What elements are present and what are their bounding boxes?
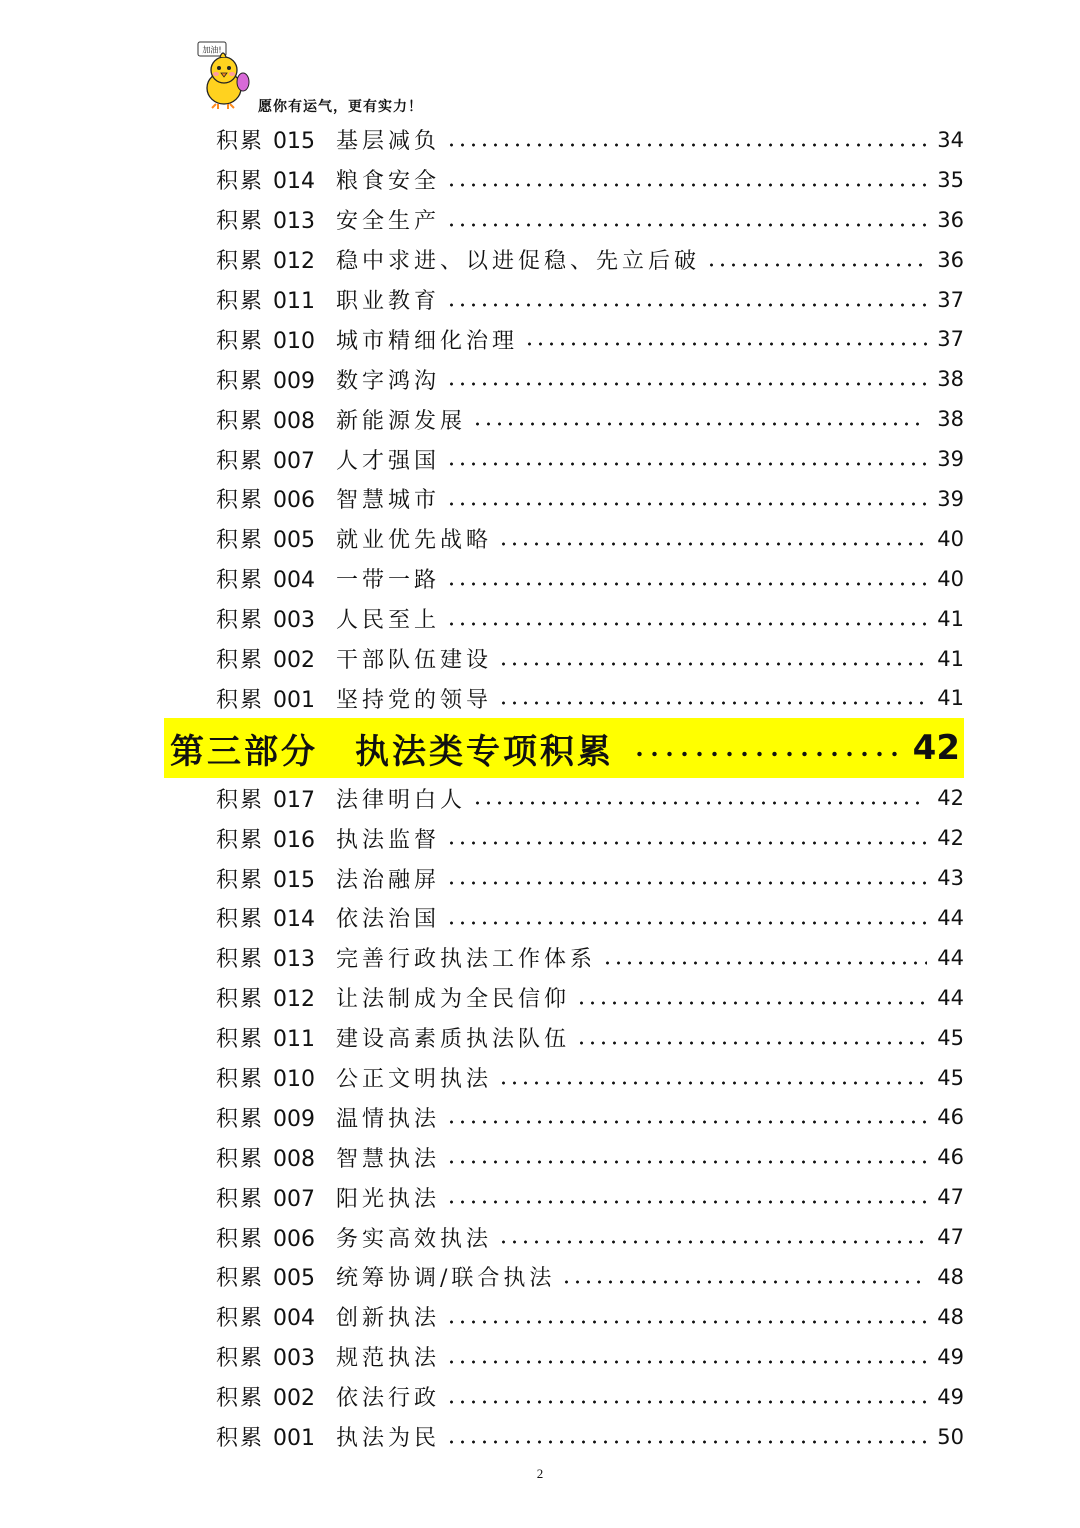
entry-page-number: 37 (937, 327, 964, 352)
entry-label (216, 1062, 336, 1093)
entry-page-number: 43 (937, 866, 964, 891)
dot-leader (446, 1160, 927, 1164)
entry-page-number: 40 (937, 566, 964, 591)
entry-prefix: 积累 (216, 448, 265, 474)
toc-entry[interactable] (0, 240, 1080, 280)
entry-title: 规范执法 (336, 1346, 441, 1372)
entry-title: 数字鸿沟 (336, 368, 441, 394)
entry-page-number: 39 (937, 447, 964, 472)
dot-leader (472, 801, 927, 805)
entry-title: 创新执法 (336, 1306, 441, 1332)
table-of-contents (0, 120, 1080, 1457)
entry-title: 粮食安全 (336, 169, 441, 195)
entry-label (216, 1182, 336, 1213)
entry-title: 公正文明执法 (336, 1067, 493, 1093)
entry-title: 职业教育 (336, 289, 441, 314)
dot-leader (446, 582, 927, 586)
entry-page-number: 34 (937, 127, 964, 152)
toc-entry[interactable] (0, 120, 1080, 160)
toc-entry[interactable] (0, 559, 1080, 599)
entry-title: 人民至上 (336, 608, 441, 634)
entry-prefix: 积累 (216, 867, 265, 893)
entry-number: 012 (273, 249, 316, 275)
entry-page-number: 36 (937, 247, 964, 272)
entry-label (216, 523, 336, 554)
toc-entry[interactable] (0, 1417, 1080, 1457)
dot-leader (706, 263, 927, 267)
entry-page-number: 40 (937, 526, 964, 551)
entry-number: 012 (273, 987, 316, 1013)
dot-leader (472, 422, 927, 426)
entry-label (216, 783, 336, 814)
entry-label (216, 404, 336, 435)
entry-title: 让法制成为全民信仰 (336, 987, 571, 1013)
entry-prefix: 积累 (216, 987, 265, 1013)
entry-number: 014 (273, 907, 316, 933)
entry-number: 015 (273, 867, 316, 893)
entry-page-number: 41 (937, 686, 964, 711)
entry-prefix: 积累 (216, 687, 265, 713)
entry-number: 010 (273, 328, 316, 354)
entry-label (216, 204, 336, 235)
entry-label (216, 164, 336, 195)
toc-entry[interactable] (0, 1297, 1080, 1337)
entry-title: 执法监督 (336, 827, 441, 853)
toc-entry[interactable] (0, 1177, 1080, 1217)
entry-title: 城市精细化治理 (336, 328, 519, 354)
entry-number: 015 (273, 129, 316, 155)
entry-label (216, 863, 336, 894)
entry-title: 法治融屏 (336, 867, 441, 893)
toc-entry[interactable] (0, 898, 1080, 938)
dot-leader (446, 1120, 927, 1124)
entry-label (216, 364, 336, 395)
entry-title: 完善行政执法工作体系 (336, 947, 597, 973)
entry-page-number: 38 (937, 367, 964, 392)
toc-entry[interactable] (0, 678, 1080, 718)
toc-entry[interactable] (0, 479, 1080, 519)
entry-number: 004 (273, 1306, 316, 1332)
entry-page-number: 44 (937, 945, 964, 970)
entry-title: 基层减负 (336, 129, 441, 155)
dot-leader (446, 502, 927, 506)
toc-entry[interactable] (0, 978, 1080, 1018)
entry-prefix: 积累 (216, 488, 265, 514)
entry-number: 011 (273, 1027, 316, 1053)
dot-leader (446, 223, 927, 227)
entry-title: 智慧执法 (336, 1146, 441, 1172)
toc-entry[interactable] (0, 639, 1080, 679)
entry-label (216, 1421, 336, 1452)
entry-title: 安全生产 (336, 209, 441, 235)
entry-title: 阳光执法 (336, 1186, 441, 1212)
entry-page-number: 46 (937, 1105, 964, 1130)
entry-page-number: 49 (937, 1384, 964, 1409)
entry-label (216, 1261, 336, 1292)
entry-label (216, 244, 336, 275)
entry-title: 干部队伍建设 (336, 648, 493, 674)
toc-entry[interactable] (0, 399, 1080, 439)
entry-number: 016 (273, 827, 316, 853)
entry-label (216, 942, 336, 973)
entry-label (216, 823, 336, 854)
entry-title: 法律明白人 (336, 787, 467, 813)
entry-label (216, 982, 336, 1013)
section-page-number: 42 (912, 728, 960, 769)
entry-title: 稳中求进、以进促稳、先立后破 (336, 249, 701, 275)
toc-entry[interactable] (0, 1137, 1080, 1177)
dot-leader (632, 751, 899, 757)
entry-number: 010 (273, 1067, 316, 1093)
entry-title: 务实高效执法 (336, 1226, 493, 1252)
toc-entry[interactable] (0, 359, 1080, 399)
toc-entry[interactable] (0, 599, 1080, 639)
dot-leader (446, 1400, 927, 1404)
entry-prefix: 积累 (216, 1226, 265, 1252)
entry-number: 004 (273, 568, 316, 594)
dot-leader (446, 1200, 927, 1204)
dot-leader (446, 382, 927, 386)
entry-page-number: 36 (937, 207, 964, 232)
dot-leader (446, 143, 927, 147)
dot-leader (446, 1320, 927, 1324)
toc-entry[interactable] (0, 1097, 1080, 1137)
entry-page-number: 48 (937, 1264, 964, 1289)
entry-title: 人才强国 (336, 448, 441, 474)
entry-title: 温情执法 (336, 1106, 441, 1132)
dot-leader (446, 921, 927, 925)
toc-entry[interactable] (0, 818, 1080, 858)
toc-entry[interactable] (0, 858, 1080, 898)
entry-page-number: 44 (937, 985, 964, 1010)
entry-prefix: 积累 (216, 209, 265, 235)
entry-page-number: 42 (937, 786, 964, 811)
entry-label (216, 1341, 336, 1372)
entry-number: 009 (273, 368, 316, 394)
entry-label (216, 643, 336, 674)
entry-page-number: 47 (937, 1185, 964, 1210)
entry-number: 007 (273, 448, 316, 474)
entry-number: 007 (273, 1186, 316, 1212)
entry-page-number: 37 (937, 287, 964, 312)
dot-leader (498, 542, 927, 546)
entry-prefix: 积累 (216, 328, 265, 354)
entry-prefix: 积累 (216, 1306, 265, 1332)
entry-prefix: 积累 (216, 1386, 265, 1412)
entry-page-number: 39 (937, 486, 964, 511)
entry-label (216, 324, 336, 355)
entry-number: 001 (273, 687, 316, 713)
entry-prefix: 积累 (216, 1067, 265, 1093)
dot-leader (446, 1440, 927, 1444)
entry-label (216, 483, 336, 514)
entry-prefix: 积累 (216, 608, 265, 634)
entry-number: 001 (273, 1426, 316, 1452)
entry-prefix: 积累 (216, 568, 265, 594)
entry-page-number: 41 (937, 606, 964, 631)
toc-entry[interactable] (0, 1018, 1080, 1058)
entry-page-number: 49 (937, 1344, 964, 1369)
toc-entry[interactable] (0, 160, 1080, 200)
entry-title: 依法行政 (336, 1386, 441, 1412)
entry-prefix: 积累 (216, 408, 265, 434)
section-title: 第三部分 执法类专项积累 (170, 731, 614, 772)
entry-number: 003 (273, 608, 316, 634)
dot-leader (498, 701, 927, 705)
dot-leader (446, 183, 927, 187)
entry-page-number: 41 (937, 646, 964, 671)
dot-leader (498, 662, 927, 666)
mascot-caption: 加油! (202, 45, 222, 55)
entry-number: 003 (273, 1346, 316, 1372)
entry-number: 006 (273, 488, 316, 514)
entry-prefix: 积累 (216, 249, 265, 275)
entry-page-number: 50 (937, 1424, 964, 1449)
toc-list-before (0, 120, 1080, 718)
entry-number: 008 (273, 1146, 316, 1172)
entry-number: 002 (273, 1386, 316, 1412)
toc-entry[interactable] (0, 519, 1080, 559)
entry-prefix: 积累 (216, 528, 265, 554)
entry-label (216, 1301, 336, 1332)
entry-prefix: 积累 (216, 1027, 265, 1053)
toc-entry[interactable] (0, 439, 1080, 479)
entry-title: 一带一路 (336, 568, 441, 594)
entry-prefix: 积累 (216, 289, 265, 314)
entry-title: 新能源发展 (336, 408, 467, 434)
entry-prefix: 积累 (216, 1106, 265, 1132)
entry-title: 统筹协调/联合执法 (336, 1266, 556, 1292)
toc-entry[interactable] (0, 280, 1080, 320)
dot-leader (446, 881, 927, 885)
entry-number: 011 (273, 289, 316, 314)
entry-prefix: 积累 (216, 947, 265, 973)
dot-leader (446, 841, 927, 845)
dot-leader (498, 1240, 927, 1244)
entry-label (216, 284, 336, 315)
entry-prefix: 积累 (216, 1346, 265, 1372)
entry-label (216, 683, 336, 714)
entry-page-number: 35 (937, 167, 964, 192)
dot-leader (446, 1360, 927, 1364)
entry-page-number: 42 (937, 826, 964, 851)
dot-leader (602, 961, 927, 965)
entry-number: 014 (273, 169, 316, 195)
entry-number: 002 (273, 648, 316, 674)
entry-prefix: 积累 (216, 787, 265, 813)
entry-title: 执法为民 (336, 1426, 441, 1452)
toc-entry[interactable] (0, 778, 1080, 818)
dot-leader (446, 303, 927, 307)
entry-number: 017 (273, 787, 316, 813)
dot-leader (561, 1280, 927, 1284)
toc-entry[interactable] (0, 1377, 1080, 1417)
entry-prefix: 积累 (216, 907, 265, 933)
entry-label (216, 563, 336, 594)
entry-page-number: 44 (937, 905, 964, 930)
toc-entry[interactable] (0, 1257, 1080, 1297)
dot-leader (446, 622, 927, 626)
entry-page-number: 45 (937, 1025, 964, 1050)
section-heading[interactable] (164, 718, 964, 778)
entry-label (216, 902, 336, 933)
footer-page-number: 2 (536, 1466, 544, 1481)
entry-label (216, 1022, 336, 1053)
toc-entry[interactable] (0, 938, 1080, 978)
entry-page-number: 45 (937, 1065, 964, 1090)
entry-prefix: 积累 (216, 1426, 265, 1452)
entry-title: 就业优先战略 (336, 528, 493, 554)
entry-page-number: 38 (937, 407, 964, 432)
entry-prefix: 积累 (216, 827, 265, 853)
dot-leader (576, 1001, 927, 1005)
chick-mascot-icon (196, 38, 266, 110)
entry-prefix: 积累 (216, 1186, 265, 1212)
entry-number: 006 (273, 1226, 316, 1252)
dot-leader (446, 462, 927, 466)
entry-prefix: 积累 (216, 1146, 265, 1172)
entry-prefix: 积累 (216, 368, 265, 394)
entry-page-number: 46 (937, 1145, 964, 1170)
entry-prefix: 积累 (216, 1266, 265, 1292)
entry-page-number: 48 (937, 1304, 964, 1329)
entry-title: 智慧城市 (336, 488, 441, 514)
dot-leader (498, 1081, 927, 1085)
entry-prefix: 积累 (216, 648, 265, 674)
toc-entry[interactable] (0, 1217, 1080, 1257)
entry-label (216, 1222, 336, 1253)
header-motto: 愿你有运气，更有实力！ (258, 99, 423, 115)
toc-list-after (0, 778, 1080, 1456)
entry-title: 坚持党的领导 (336, 687, 493, 713)
entry-prefix: 积累 (216, 169, 265, 195)
entry-title: 依法治国 (336, 907, 441, 933)
toc-entry[interactable] (0, 1337, 1080, 1377)
entry-number: 005 (273, 528, 316, 554)
dot-leader (576, 1041, 927, 1045)
entry-label (216, 444, 336, 475)
entry-label (216, 1102, 336, 1133)
entry-title: 建设高素质执法队伍 (336, 1027, 571, 1053)
entry-number: 013 (273, 209, 316, 235)
entry-number: 008 (273, 408, 316, 434)
entry-label (216, 124, 336, 155)
entry-label (216, 1381, 336, 1412)
entry-label (216, 603, 336, 634)
dot-leader (524, 342, 927, 346)
toc-entry[interactable] (0, 319, 1080, 359)
page-header (196, 38, 476, 118)
entry-number: 009 (273, 1106, 316, 1132)
entry-label (216, 1142, 336, 1173)
entry-number: 005 (273, 1266, 316, 1292)
toc-entry[interactable] (0, 1058, 1080, 1098)
entry-number: 013 (273, 947, 316, 973)
entry-page-number: 47 (937, 1225, 964, 1250)
toc-entry[interactable] (0, 200, 1080, 240)
entry-prefix: 积累 (216, 129, 265, 155)
